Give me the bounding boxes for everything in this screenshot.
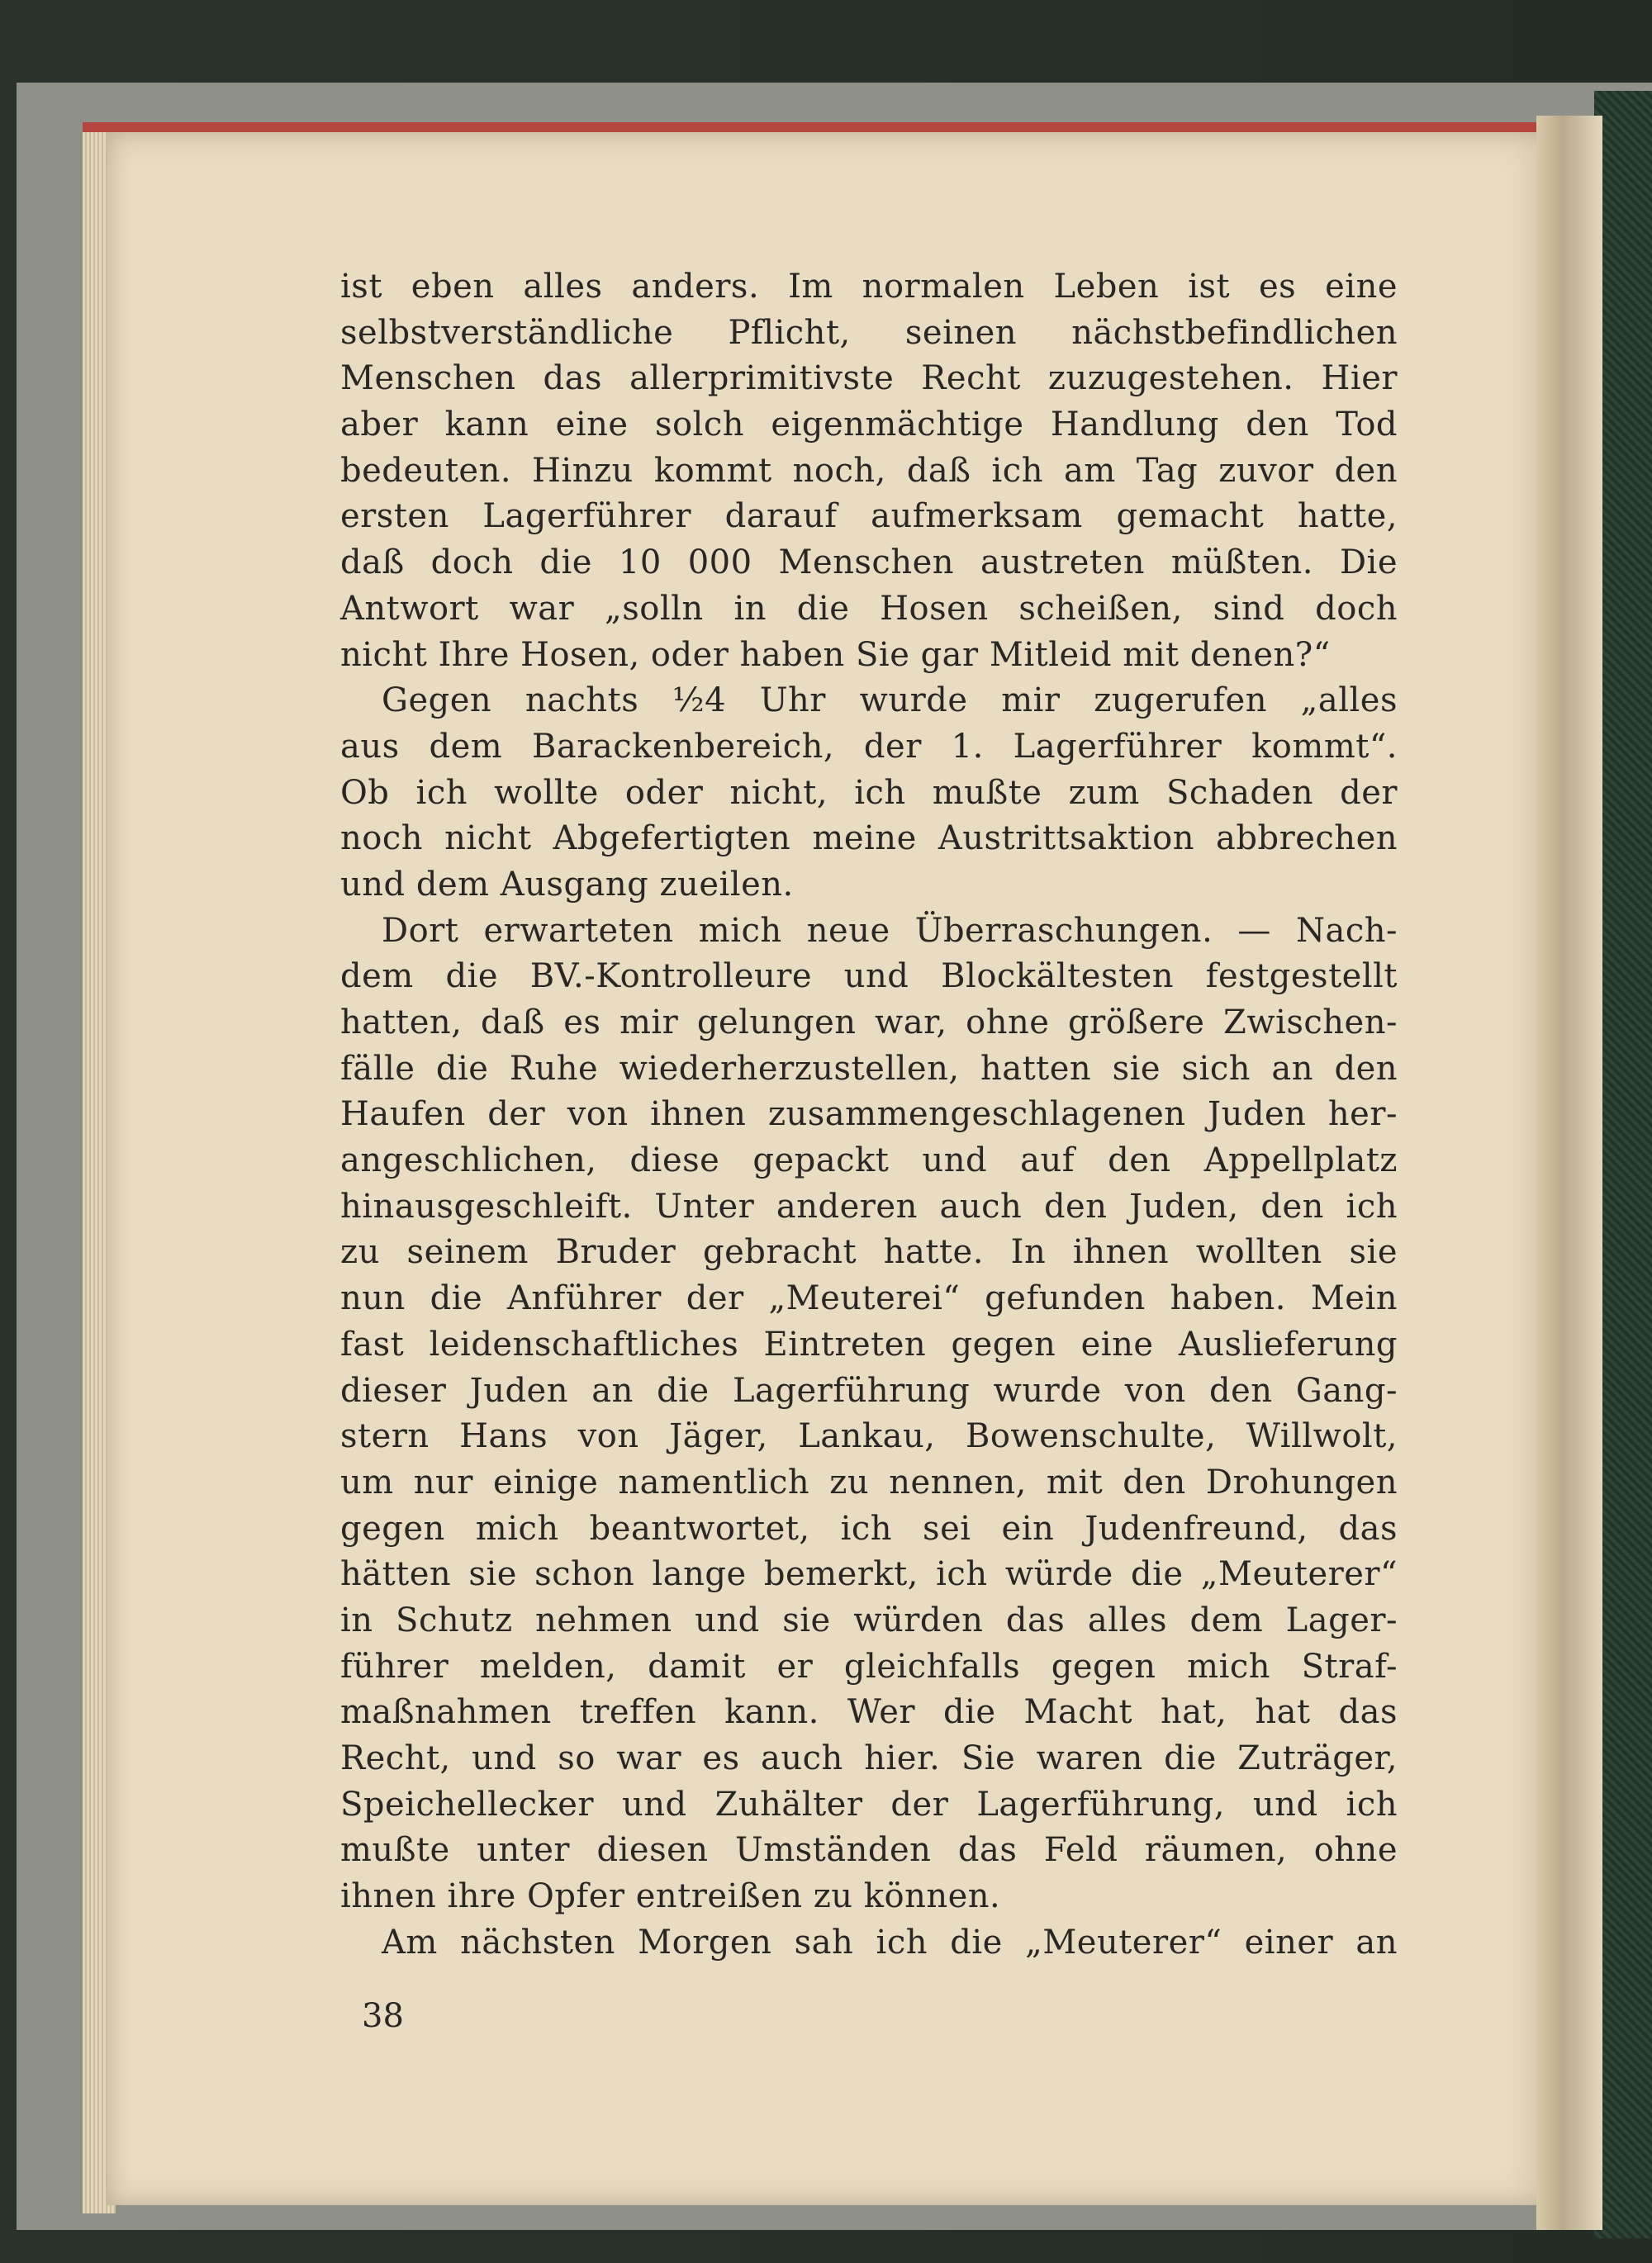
text-line: noch nicht Abgefertigten meine Austrittsaktion abbrechen	[340, 819, 1398, 858]
page-number: 38	[362, 1997, 404, 2035]
red-page-edge	[83, 122, 1569, 132]
text-line: ist eben alles anders. Im normalen Leben ist es eine	[340, 268, 1398, 306]
text-line: Am nächsten Morgen sah ich die „Meuterer“ einer an	[382, 1923, 1398, 1962]
text-line: fast leidenschaftliches Eintreten gegen eine Auslieferung	[340, 1325, 1398, 1364]
text-line: nicht Ihre Hosen, oder haben Sie gar Mitleid mit denen?“	[340, 635, 1331, 674]
text-line: aus dem Barackenbereich, der 1. Lagerführer kommt“.	[340, 727, 1398, 766]
text-line: dieser Juden an die Lagerführung wurde von den Gang-	[340, 1371, 1398, 1410]
text-line: ersten Lagerführer darauf aufmerksam gemacht hatte,	[340, 497, 1398, 536]
text-line: Recht, und so war es auch hier. Sie waren die Zuträger,	[340, 1739, 1398, 1777]
text-line: ihnen ihre Opfer entreißen zu können.	[340, 1877, 1001, 1916]
text-line: Haufen der von ihnen zusammengeschlagenen Juden her-	[340, 1095, 1398, 1134]
text-line: maßnahmen treffen kann. Wer die Macht hat, hat das	[340, 1693, 1398, 1732]
text-line: Menschen das allerprimitivste Recht zuzugestehen. Hier	[340, 359, 1398, 398]
page-gutter	[1536, 116, 1602, 2230]
text-line: aber kann eine solch eigenmächtige Handlung den Tod	[340, 406, 1398, 444]
text-line: Dort erwarteten mich neue Überraschungen. — Nach-	[382, 911, 1398, 950]
text-line: daß doch die 10 000 Menschen austreten müßten. Die	[340, 543, 1398, 582]
body-text	[340, 264, 1398, 1966]
text-line: fälle die Ruhe wiederherzustellen, hatten sie sich an den	[340, 1049, 1398, 1088]
text-line: Speichellecker und Zuhälter der Lagerführung, und ich	[340, 1785, 1398, 1824]
text-line: Antwort war „solln in die Hosen scheißen, sind doch	[340, 589, 1398, 628]
text-line: stern Hans von Jäger, Lankau, Bowenschulte, Willwolt,	[340, 1417, 1398, 1456]
text-line: angeschlichen, diese gepackt und auf den Appellplatz	[340, 1141, 1398, 1180]
text-line: mußte unter diesen Umständen das Feld räumen, ohne	[340, 1831, 1398, 1870]
text-line: nun die Anführer der „Meuterei“ gefunden haben. Mein	[340, 1279, 1398, 1318]
text-line: selbstverständliche Pflicht, seinen nächstbefindlichen	[340, 313, 1398, 352]
text-line: in Schutz nehmen und sie würden das alles dem Lager-	[340, 1601, 1398, 1639]
text-line: hätten sie schon lange bemerkt, ich würde die „Meuterer“	[340, 1555, 1398, 1594]
text-line: dem die BV.-Kontrolleure und Blockältesten festgestellt	[340, 957, 1398, 996]
text-line: führer melden, damit er gleichfalls gegen mich Straf-	[340, 1647, 1398, 1686]
text-line: Ob ich wollte oder nicht, ich mußte zum Schaden der	[340, 773, 1398, 812]
text-line: bedeuten. Hinzu kommt noch, daß ich am Tag zuvor den	[340, 451, 1398, 490]
cloth-spine	[1594, 91, 1652, 2238]
text-line: und dem Ausgang zueilen.	[340, 865, 794, 904]
text-line: zu seinem Bruder gebracht hatte. In ihnen wollten sie	[340, 1233, 1398, 1272]
text-line: um nur einige namentlich zu nennen, mit den Drohungen	[340, 1463, 1398, 1502]
text-line: Gegen nachts ½4 Uhr wurde mir zugerufen „alles	[382, 681, 1398, 720]
text-line: gegen mich beantwortet, ich sei ein Judenfreund, das	[340, 1509, 1398, 1548]
text-line: hinausgeschleift. Unter anderen auch den Juden, den ich	[340, 1187, 1398, 1226]
text-line: hatten, daß es mir gelungen war, ohne größere Zwischen-	[340, 1003, 1398, 1041]
